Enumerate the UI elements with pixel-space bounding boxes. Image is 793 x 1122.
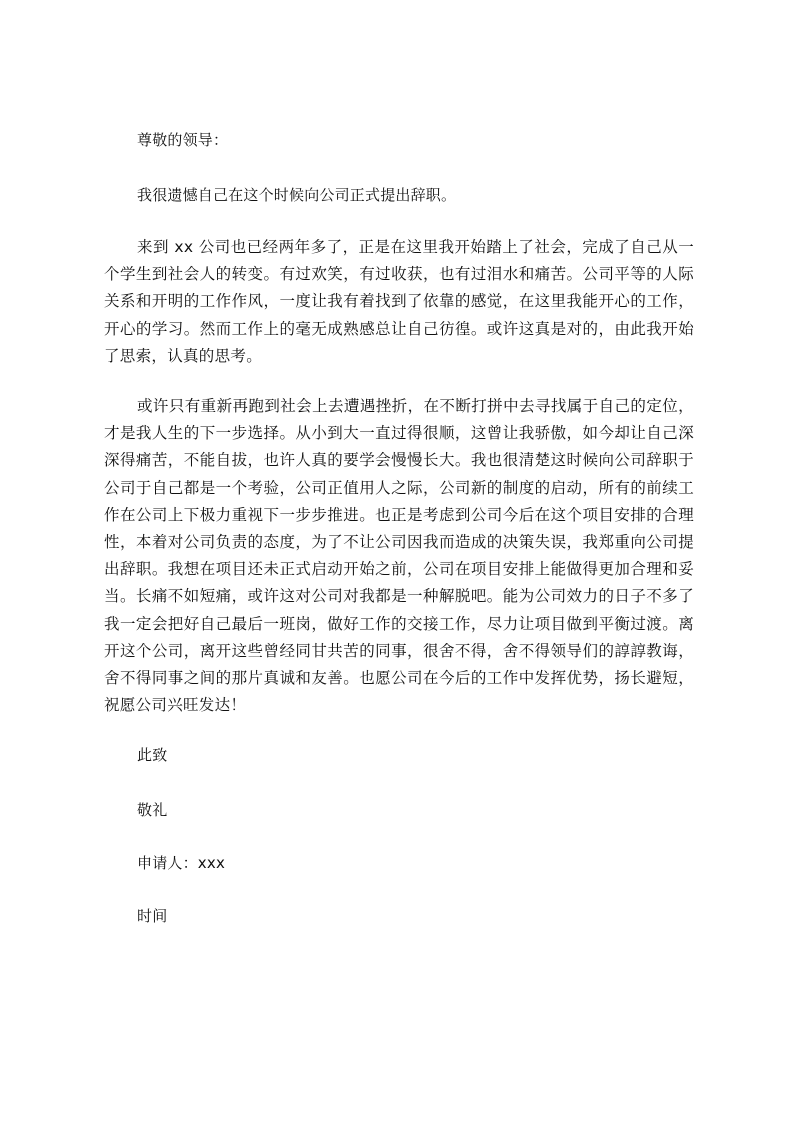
closing-greeting: 此致	[137, 746, 168, 764]
applicant-signature: 申请人：xxx	[137, 854, 226, 872]
date-line: 时间	[137, 907, 168, 925]
salutation: 尊敬的领导：	[137, 131, 229, 149]
body-paragraph: 来到 xx 公司也已经两年多了，正是在这里我开始踏上了社会，完成了自己从一个学生到社会人的转变。有过欢笑，有过收获，也有过泪水和痛苦。公司平等的人际关系和开明的工作作风，一度让我有着找到了依靠的感觉，在这里我能开心的工作，开心的学习。然而工作上的毫无成熟感总让自己彷徨。或许这真是对的，由此我开始了思索，认真的思考。	[104, 238, 694, 365]
closing-salute: 敬礼	[137, 801, 168, 819]
body-paragraph: 或许只有重新再跑到社会上去遭遇挫折，在不断打拼中去寻找属于自己的定位，才是我人生的下一步选择。从小到大一直过得很顺，这曾让我骄傲，如今却让自己深深得痛苦，不能自拔，也许人真的要学会慢慢长大。我也很清楚这时候向公司辞职于公司于自己都是一个考验，公司正值用人之际，公司新的制度的启动，所有的前续工作在公司上下极力重视下一步步推进。也正是考虑到公司今后在这个项目安排的合理性，本着对公司负责的态度，为了不让公司因我而造成的决策失误，我郑重向公司提出辞职。我想在项目还未正式启动开始之前，公司在项目安排上能做得更加合理和妥当。长痛不如短痛，或许这对公司对我都是一种解脱吧。能为公司效力的日子不多了我一定会把好自己最后一班岗，做好工作的交接工作，尽力让项目做到平衡过渡。离开这个公司，离开这些曾经同甘共苦的同事，很舍不得，舍不得领导们的諄諄教诲，舍不得同事之间的那片真诚和友善。也愿公司在今后的工作中发挥优势，扬长避短，祝愿公司兴旺发达！	[104, 397, 694, 715]
opening-line: 我很遗憾自己在这个时候向公司正式提出辞职。	[137, 186, 457, 204]
